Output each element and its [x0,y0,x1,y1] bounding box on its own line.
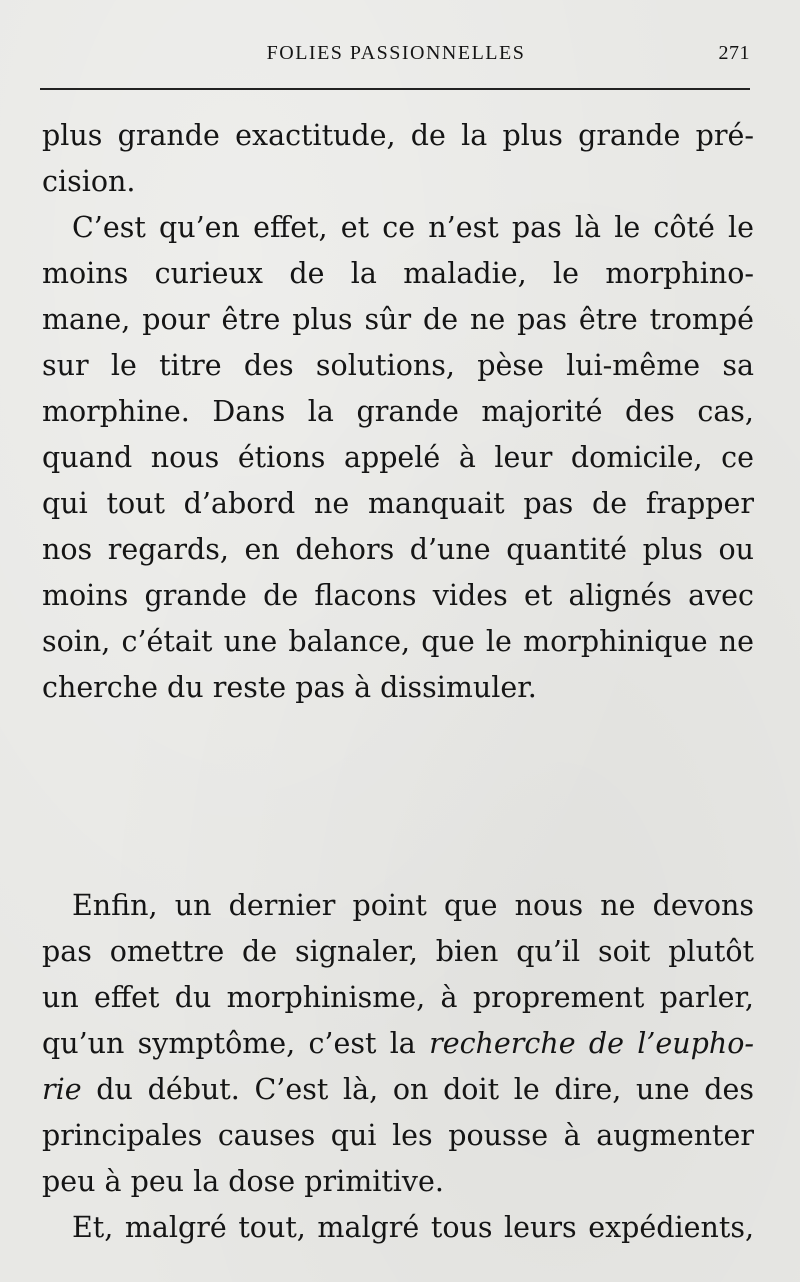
text-line: moins grande de flacons vides et alignés avec [42,579,754,612]
paragraph-block-two [42,883,754,1251]
text-line-with-italic [42,1067,754,1113]
text-line: Enfin, un dernier point que nous ne devons [72,889,754,922]
text-line: sur le titre des solutions, pèse lui-même sa [42,349,754,382]
text-line: pas omettre de signaler, bien qu’il soit plutôt [42,935,754,968]
text-line: moins curieux de la maladie, le morphino- [42,257,754,290]
paragraph-block-one [42,113,754,711]
text-line: cherche du reste pas à dissimuler. [42,671,537,704]
text-line: C’est qu’en effet, et ce n’est pas là le côté le [72,211,754,244]
text-line: quand nous étions appelé à leur domicile, ce [42,441,754,474]
header-rule [40,88,750,90]
text-line: nos regards, en dehors d’une quantité plus ou [42,533,754,566]
text-line: mane, pour être plus sûr de ne pas être trompé [42,303,754,336]
text-fragment: qu’un symptôme, c’est la [42,1027,430,1060]
text-line: plus grande exactitude, de la plus grande pré- [42,119,754,152]
text-line: qui tout d’abord ne manquait pas de frapper [42,487,754,520]
text-line: cision. [42,165,136,198]
text-fragment: du début. C’est là, on doit le dire, une des [81,1073,754,1106]
text-line: principales causes qui les pousse à augmenter [42,1119,754,1152]
italic-phrase: recherche de l’eupho- [429,1027,754,1060]
italic-word: rie [42,1073,82,1106]
text-line: morphine. Dans la grande majorité des cas, [42,395,754,428]
text-line-with-italic [42,1021,754,1067]
page-number: 271 [718,42,750,64]
text-line: Et, malgré tout, malgré tous leurs expédients, [72,1211,754,1244]
text-line: soin, c’était une balance, que le morphinique ne [42,625,754,658]
running-title: FOLIES PASSIONNELLES [266,42,526,64]
running-header [40,42,752,72]
text-line: un effet du morphinisme, à proprement parler, [42,981,754,1014]
text-line: peu à peu la dose primitive. [42,1165,444,1198]
